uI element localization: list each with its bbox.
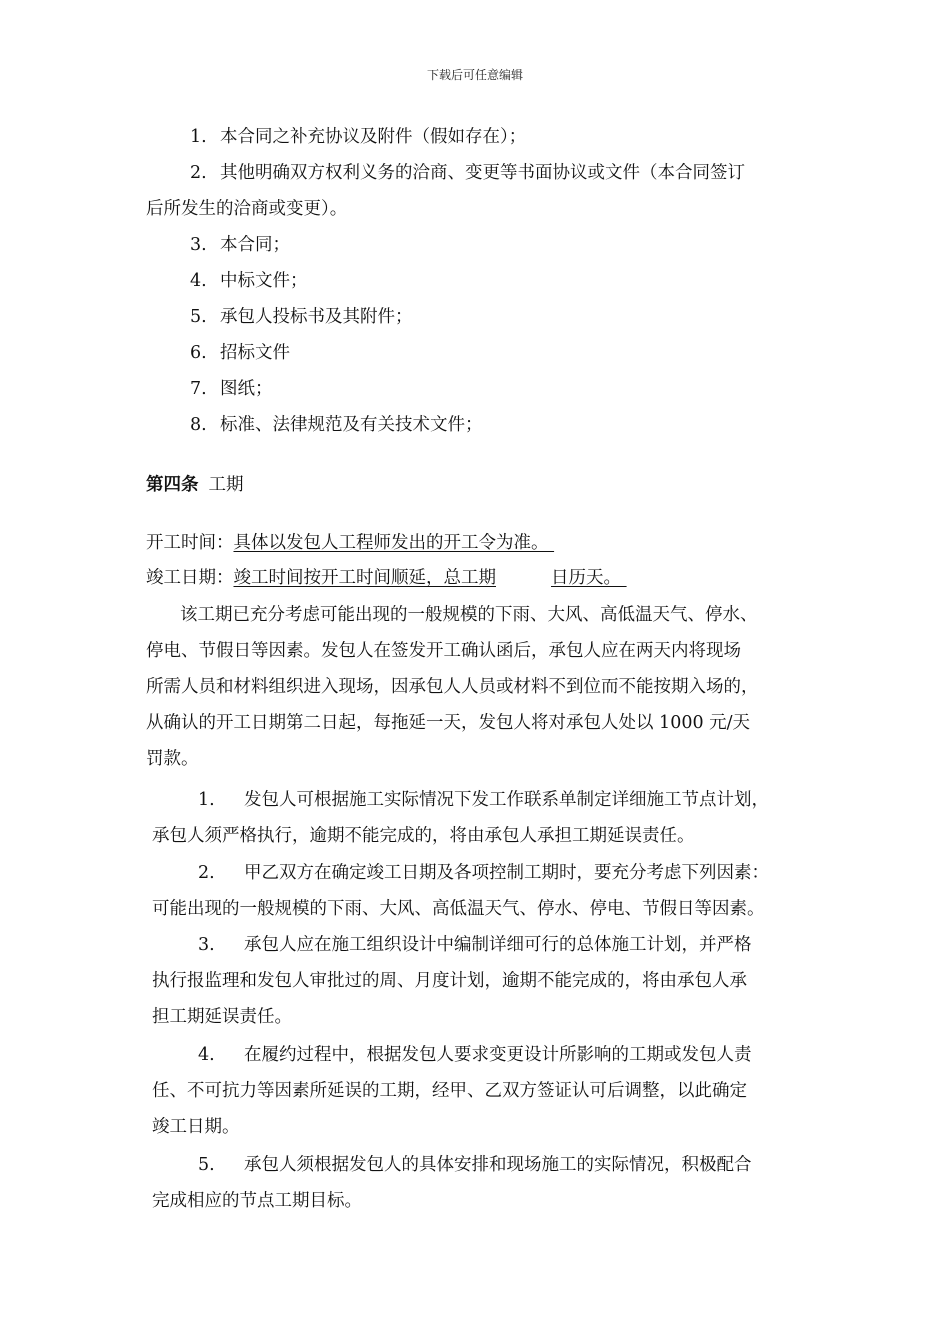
list-text: 本合同；	[220, 235, 290, 255]
clause-item	[198, 861, 769, 885]
list-number: 4.	[190, 271, 207, 291]
list-number: 8.	[190, 415, 207, 435]
list-number: 1.	[190, 127, 207, 147]
clause-text: 承包人应在施工组织设计中编制详细可行的总体施工计划，并严格	[244, 935, 752, 955]
clause-text-continuation: 可能出现的一般规模的下雨、大风、高低温天气、停水、停电、节假日等因素。	[152, 899, 765, 919]
clause-text-continuation: 完成相应的节点工期目标。	[152, 1191, 362, 1211]
list-text: 其他明确双方权利义务的洽商、变更等书面协议或文件（本合同签订	[220, 163, 745, 183]
list-number: 7.	[190, 379, 207, 399]
list-text: 本合同之补充协议及附件（假如存在）；	[220, 127, 527, 147]
clause-text-continuation: 竣工日期。	[152, 1117, 240, 1137]
list-text: 中标文件；	[220, 271, 308, 291]
clause-number: 4.	[198, 1045, 215, 1065]
clause-item	[198, 788, 769, 812]
clause-text-continuation: 承包人须严格执行，逾期不能完成的，将由承包人承担工期延误责任。	[152, 826, 695, 846]
list-item	[190, 125, 526, 149]
list-text: 图纸；	[220, 379, 273, 399]
clause-number: 2.	[198, 863, 215, 883]
clause-item	[198, 933, 752, 957]
paragraph-line: 所需人员和材料组织进入现场，因承包人人员或材料不到位而不能按期入场的，	[146, 677, 759, 697]
list-number: 6.	[190, 343, 207, 363]
paragraph-line: 罚款。	[146, 749, 199, 769]
list-number: 2.	[190, 163, 207, 183]
clause-text-continuation: 担工期延误责任。	[152, 1007, 292, 1027]
clause-number: 1.	[198, 790, 215, 810]
clause-number: 3.	[198, 935, 215, 955]
list-item	[190, 413, 483, 437]
end-date-label: 竣工日期：	[146, 568, 234, 588]
end-date-row	[146, 566, 627, 590]
list-number: 5.	[190, 307, 207, 327]
start-time-label: 开工时间：	[146, 533, 234, 553]
section-heading-label: 第四条	[146, 475, 199, 495]
paragraph-line: 停电、节假日等因素。发包人在签发开工确认函后，承包人应在两天内将现场	[146, 641, 741, 661]
list-text: 招标文件	[220, 343, 290, 363]
section-heading-text: 工期	[208, 475, 244, 495]
clause-text-continuation: 执行报监理和发包人审批过的周、月度计划，逾期不能完成的，将由承包人承	[152, 971, 747, 991]
list-item	[190, 341, 290, 365]
clause-item	[198, 1043, 752, 1067]
clause-text: 发包人可根据施工实际情况下发工作联系单制定详细施工节点计划，	[244, 790, 769, 810]
clause-number: 5.	[198, 1155, 215, 1175]
section-heading	[146, 473, 244, 497]
paragraph-line: 从确认的开工日期第二日起，每拖延一天，发包人将对承包人处以 1000 元/天	[146, 713, 751, 733]
paragraph-line: 该工期已充分考虑可能出现的一般规模的下雨、大风、高低温天气、停水、	[180, 605, 758, 625]
list-text: 承包人投标书及其附件；	[220, 307, 413, 327]
start-time-value: 具体以发包人工程师发出的开工令为准。	[233, 533, 549, 553]
clause-item	[198, 1153, 752, 1177]
list-text-continuation: 后所发生的洽商或变更）。	[146, 199, 348, 219]
list-item	[190, 233, 290, 257]
clause-text-continuation: 任、不可抗力等因素所延误的工期，经甲、乙双方签证认可后调整，以此确定	[152, 1081, 747, 1101]
page-header: 下载后可任意编辑	[426, 68, 523, 82]
clause-text: 承包人须根据发包人的具体安排和现场施工的实际情况，积极配合	[244, 1155, 752, 1175]
list-item	[190, 269, 308, 293]
list-text: 标准、法律规范及有关技术文件；	[220, 415, 483, 435]
start-time-row	[146, 531, 554, 555]
list-item	[190, 305, 413, 329]
clause-text: 甲乙双方在确定竣工日期及各项控制工期时，要充分考虑下列因素：	[244, 863, 769, 883]
list-item	[190, 161, 745, 185]
end-date-value: 竣工时间按开工时间顺延，总工期 日历天。	[233, 568, 621, 588]
clause-text: 在履约过程中，根据发包人要求变更设计所影响的工期或发包人责	[244, 1045, 752, 1065]
list-number: 3.	[190, 235, 207, 255]
list-item	[190, 377, 273, 401]
